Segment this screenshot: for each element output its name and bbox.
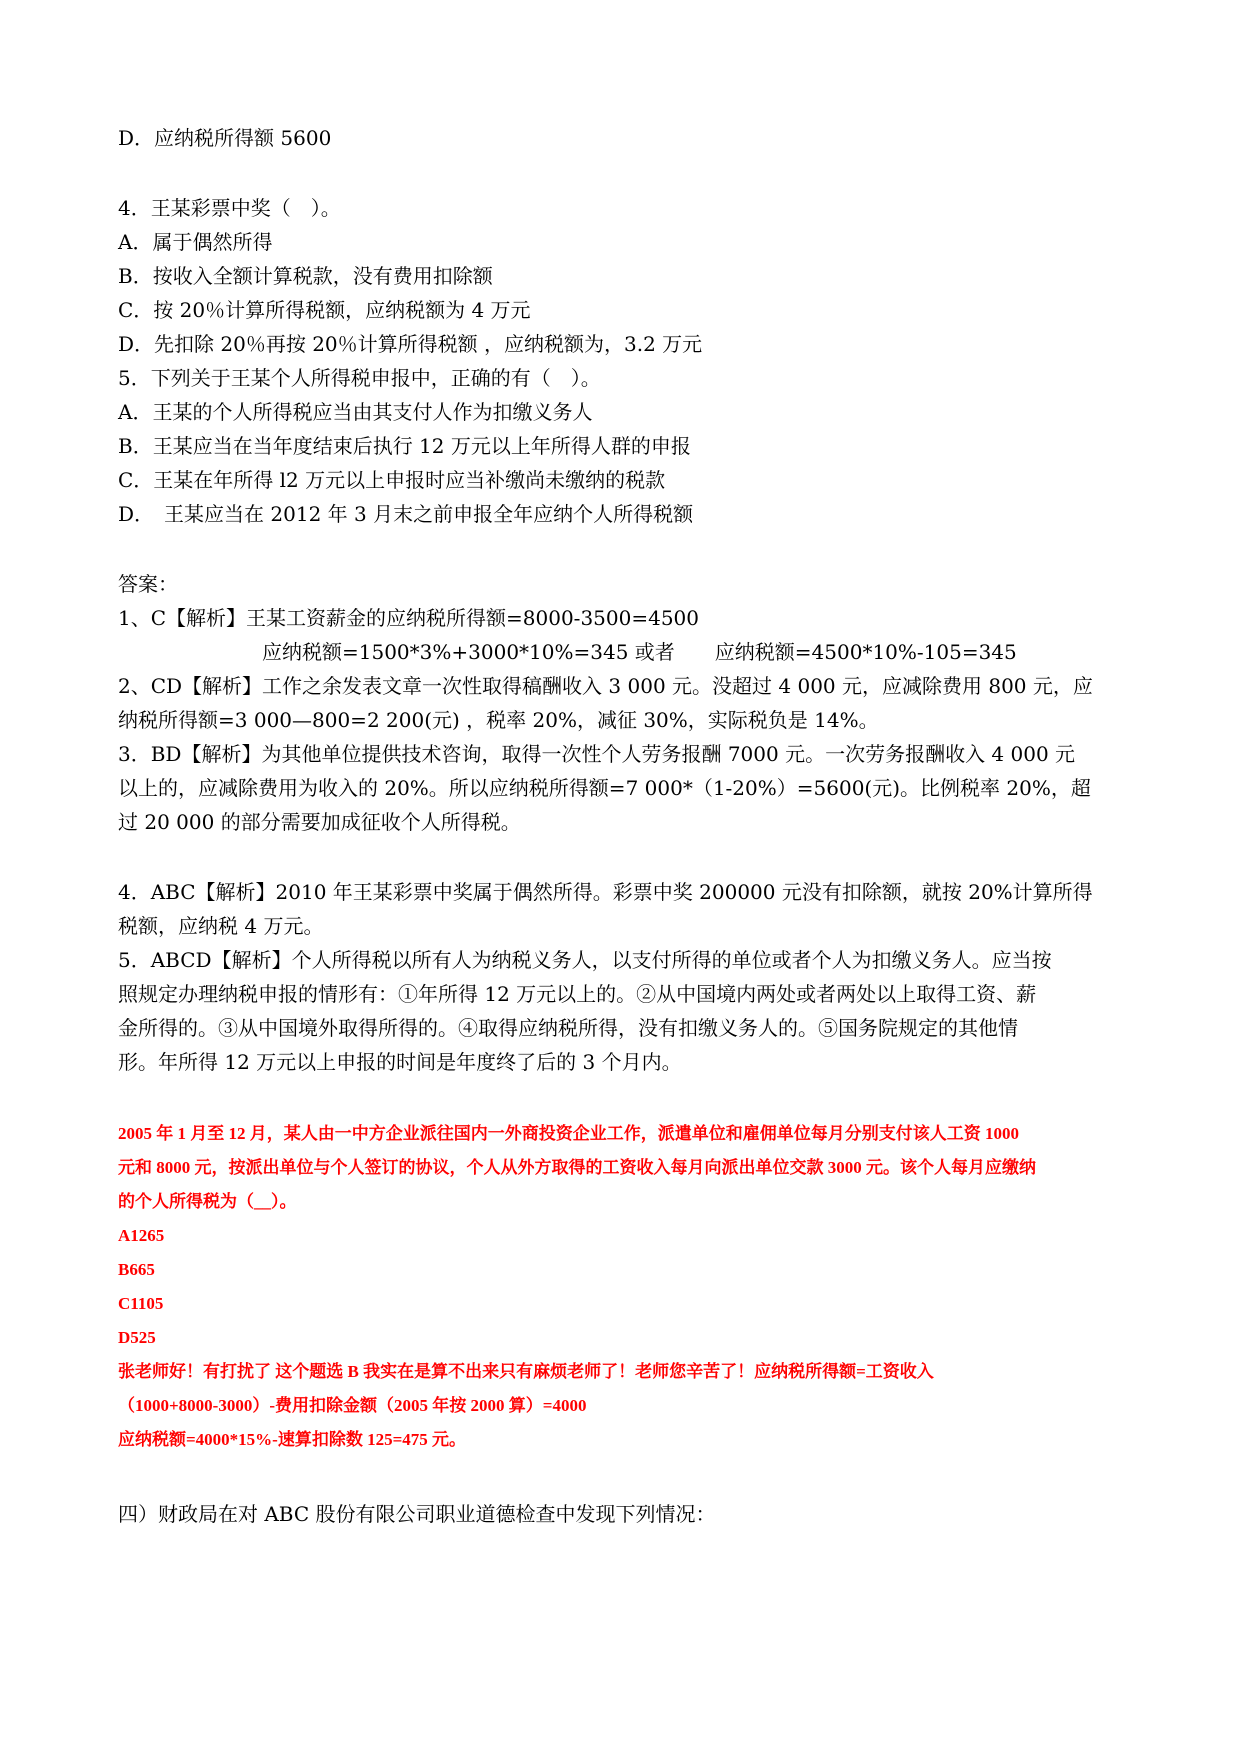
red-question-cont: 元和 8000 元，按派出单位与个人签订的协议，个人从外方取得的工资收入每月向派出单位交款 3000 元。该个人每月应缴纳 — [118, 1158, 1036, 1177]
q4-option-d: D．先扣除 20％再按 20％计算所得税额 ，应纳税额为，3.2 万元 — [118, 332, 703, 356]
red-option-d: D525 — [118, 1328, 156, 1347]
answer-3-cont: 以上的，应减除费用为收入的 20%。所以应纳税所得额=7 000*（1-20%）=5600(元)。比例税率 20%，超 — [118, 776, 1091, 800]
answer-5-cont-3: 形。年所得 12 万元以上申报的时间是年度终了后的 3 个月内。 — [118, 1050, 682, 1074]
q5-option-a: A．王某的个人所得税应当由其支付人作为扣缴义务人 — [118, 400, 593, 424]
answer-2: 2、CD【解析】工作之余发表文章一次性取得稿酬收入 3 000 元。没超过 4 000 元，应减除费用 800 元，应 — [118, 674, 1093, 698]
q4-option-c: C．按 20％计算所得税额，应纳税额为 4 万元 — [118, 298, 531, 322]
section-four-heading: 四）财政局在对 ABC 股份有限公司职业道德检查中发现下列情况： — [118, 1502, 716, 1526]
red-option-c: C1105 — [118, 1294, 164, 1313]
answer-3-cont-2: 过 20 000 的部分需要加成征收个人所得税。 — [118, 810, 521, 834]
q5-option-b: B．王某应当在当年度结束后执行 12 万元以上年所得人群的申报 — [118, 434, 691, 458]
q5-option-c: C．王某在年所得 l2 万元以上申报时应当补缴尚未缴纳的税款 — [118, 468, 666, 492]
answer-1: 1、C【解析】王某工资薪金的应纳税所得额=8000-3500=4500 — [118, 606, 699, 630]
answer-4-cont: 税额，应纳税 4 万元。 — [118, 914, 324, 938]
question-5: 5．下列关于王某个人所得税申报中，正确的有（ ）。 — [118, 366, 601, 390]
red-question-cont-2: 的个人所得税为（__）。 — [118, 1192, 297, 1211]
option-d-q3: D．应纳税所得额 5600 — [118, 126, 332, 150]
red-option-a: A1265 — [118, 1226, 165, 1245]
red-question: 2005 年 1 月至 12 月，某人由一中方企业派往国内一外商投资企业工作，派遣单位和雇佣单位每月分别支付该人工资 1000 — [118, 1124, 1019, 1143]
q4-option-a: A．属于偶然所得 — [118, 230, 273, 254]
q5-option-d: D． 王某应当在 2012 年 3 月末之前申报全年应纳个人所得税额 — [118, 502, 694, 526]
question-4: 4．王某彩票中奖（ ）。 — [118, 196, 341, 220]
answer-3: 3．BD【解析】为其他单位提供技术咨询，取得一次性个人劳务报酬 7000 元。一次劳务报酬收入 4 000 元 — [118, 742, 1076, 766]
red-note-result: 应纳税额=4000*15%-速算扣除数 125=475 元。 — [118, 1430, 467, 1449]
answer-heading: 答案： — [118, 572, 178, 596]
answer-4: 4．ABC【解析】2010 年王某彩票中奖属于偶然所得。彩票中奖 200000 元没有扣除额，就按 20%计算所得 — [118, 880, 1093, 904]
answer-5: 5．ABCD【解析】个人所得税以所有人为纳税义务人，以支付所得的单位或者个人为扣缴义务人。应当按 — [118, 948, 1052, 972]
red-option-b: B665 — [118, 1260, 155, 1279]
answer-2-cont: 纳税所得额=3 000—800=2 200(元) ，税率 20%，减征 30%，实际税负是 14%。 — [118, 708, 879, 732]
red-note: 张老师好！有打扰了 这个题选 B 我实在是算不出来只有麻烦老师了！老师您辛苦了！应纳税所得额=工资收入 — [118, 1362, 934, 1381]
q4-option-b: B．按收入全额计算税款，没有费用扣除额 — [118, 264, 493, 288]
answer-1-calc: 应纳税额=1500*3%+3000*10%=345 或者 应纳税额=4500*10%-105=345 — [262, 640, 1017, 664]
red-note-calc: （1000+8000-3000）-费用扣除金额（2005 年按 2000 算）=4000 — [118, 1396, 587, 1415]
answer-5-cont-2: 金所得的。③从中国境外取得所得的。④取得应纳税所得，没有扣缴义务人的。⑤国务院规定的其他情 — [118, 1016, 1018, 1040]
answer-5-cont: 照规定办理纳税申报的情形有：①年所得 12 万元以上的。②从中国境内两处或者两处以上取得工资、薪 — [118, 982, 1037, 1006]
